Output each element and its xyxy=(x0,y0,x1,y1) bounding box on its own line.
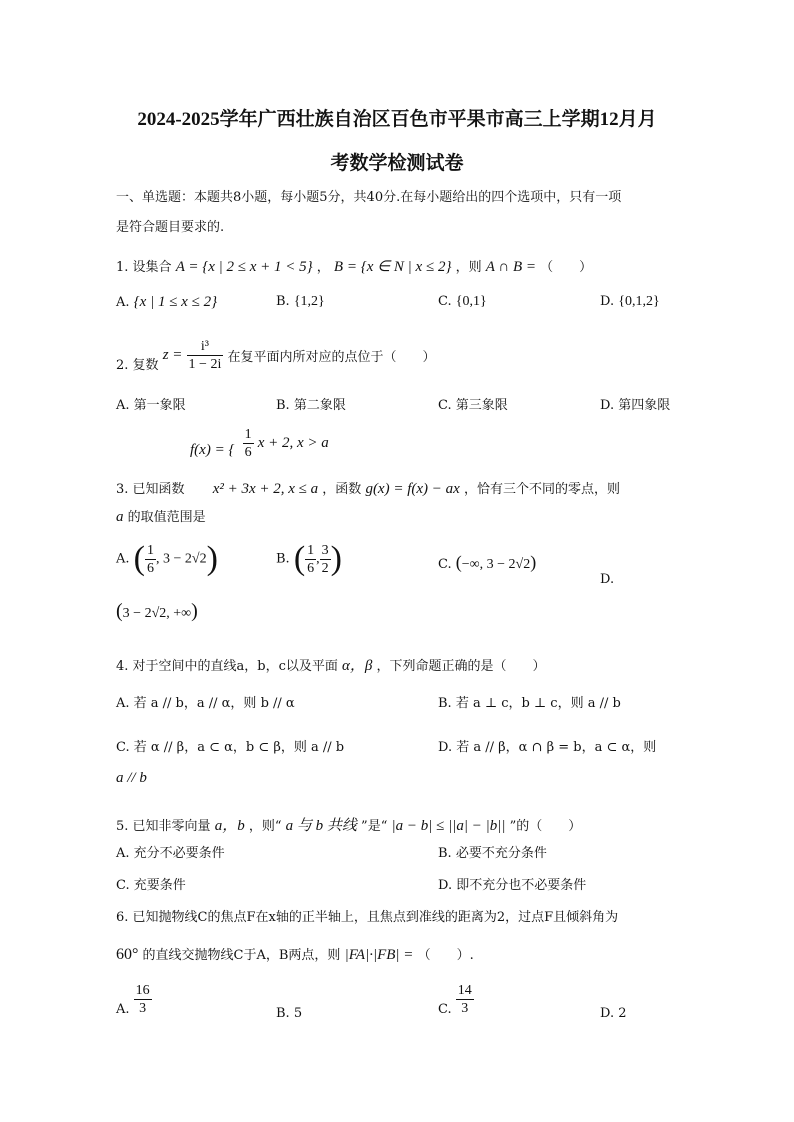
q3-option-d-label: D. xyxy=(600,572,615,587)
q3-option-a-label: A. xyxy=(116,551,130,567)
q3-option-d-value xyxy=(116,600,198,623)
q3-option-c-value: −∞, 3 − 2√2 xyxy=(461,557,531,572)
q3-option-d-lparen: ( xyxy=(116,600,123,622)
q5-option-d: D. 即不充分也不必要条件 xyxy=(438,878,587,893)
q6-option-c-label: C. xyxy=(438,1002,452,1017)
q3-option-b-label: B. xyxy=(276,551,290,567)
q2-fraction xyxy=(187,338,224,373)
section-instructions-line2: 是符合题目要求的. xyxy=(116,220,225,235)
q2-denominator: 1 − 2i xyxy=(188,357,222,372)
q3-option-a xyxy=(116,540,218,578)
q1-mid: ，则 xyxy=(455,260,482,275)
q2-lhs: z = xyxy=(162,347,183,363)
q5-prefix: 5. 已知非零向量 xyxy=(116,819,211,834)
q1-option-a-value: {x | 1 ≤ x ≤ 2} xyxy=(133,294,218,310)
q4-prefix: 4. 对于空间中的直线a，b，c以及平面 xyxy=(116,659,338,674)
q1-set-b: B = {x ∈ N | x ≤ 2} xyxy=(333,259,452,275)
question-2 xyxy=(116,334,436,373)
q3-option-a-frac xyxy=(145,542,156,577)
q1-option-a-label: A. xyxy=(116,295,130,310)
question-5 xyxy=(116,814,581,835)
q5-condition-2: |a − b| ≤ ||a| − |b|| xyxy=(391,818,506,834)
q4-option-c: C. 若 α // β，a ⊂ α，b ⊂ β，则 a // b xyxy=(116,740,345,755)
q1-option-b xyxy=(276,294,325,310)
q5-condition-1: a 与 b 共线 xyxy=(285,818,357,834)
q3-option-a-rest: , 3 − 2√2 xyxy=(156,551,207,567)
q2-option-b xyxy=(276,394,346,413)
exam-title-line1: 2024-2025学年广西壮族自治区百色市平果市高三上学期12月月 xyxy=(137,109,657,130)
q2-option-b-label: B. xyxy=(276,398,290,413)
q2-option-b-value: 第二象限 xyxy=(293,398,346,413)
q6-option-c-den: 3 xyxy=(461,1001,469,1016)
q2-option-d-value: 第四象限 xyxy=(618,398,671,413)
q3-option-b xyxy=(276,540,342,578)
q3-case1-rest: x + 2, x > a xyxy=(257,435,329,451)
q6-expr: |FA|·|FB| = xyxy=(344,947,414,963)
q3-option-b-den1: 6 xyxy=(307,560,315,576)
q2-option-d-label: D. xyxy=(600,398,615,413)
q1-sep: ， xyxy=(316,260,330,275)
q6-angle: 60° xyxy=(116,946,139,963)
q3-cases xyxy=(243,427,329,461)
q3-option-b-lparen: ( xyxy=(293,540,306,577)
q3-piecewise-fn xyxy=(190,427,329,461)
section-instructions-line1: 一、单选题：本题共8小题，每小题5分，共40分.在每小题给出的四个选项中，只有一项 xyxy=(116,190,622,205)
q1-expr: A ∩ B = xyxy=(485,259,537,275)
q6-option-a-den: 3 xyxy=(139,1001,147,1016)
q1-option-b-label: B. xyxy=(276,294,290,309)
q4-suffix: ，下列命题正确的是（ ） xyxy=(376,659,546,674)
q3-option-d-rparen: ) xyxy=(191,600,198,622)
q4-option-d: D. 若 a // β，α ∩ β = b，a ⊂ α，则 xyxy=(438,740,657,755)
q3-case-2: x² + 3x + 2, x ≤ a xyxy=(212,481,319,497)
q4-option-b: B. 若 a ⊥ c，b ⊥ c，则 a // b xyxy=(438,696,621,711)
q1-option-c-label: C. xyxy=(438,294,452,309)
q6-option-a-frac xyxy=(134,982,152,1017)
q5-option-c: C. 充要条件 xyxy=(116,878,186,893)
q5-suffix: ”的（ ） xyxy=(509,819,582,834)
q6-option-b: B. 5 xyxy=(276,1006,303,1021)
question-1 xyxy=(116,256,592,276)
q4-option-d-cont-text: a // b xyxy=(116,770,147,786)
q3-option-a-rparen: ) xyxy=(206,540,218,577)
q3-option-d-text: 3 − 2√2, +∞ xyxy=(122,606,192,621)
q3-case1-num: 1 xyxy=(244,427,252,442)
q5-option-a: A. 充分不必要条件 xyxy=(116,846,225,861)
q3-suffix: ，恰有三个不同的零点，则 xyxy=(463,482,620,497)
q6-option-c-num: 14 xyxy=(457,983,472,998)
q4-option-d-cont xyxy=(116,770,147,787)
q6-option-a xyxy=(116,982,152,1017)
question-4 xyxy=(116,654,546,675)
q3-option-b-comma: , xyxy=(316,551,320,567)
q2-prefix: 2. 复数 xyxy=(116,358,159,373)
q2-option-c-value: 第三象限 xyxy=(455,398,508,413)
q3-option-a-lparen: ( xyxy=(133,540,145,577)
q3-option-c-lparen: ( xyxy=(455,552,462,572)
q2-option-c xyxy=(438,394,508,413)
exam-title-line2: 考数学检测试卷 xyxy=(330,153,464,174)
q6-option-c-frac xyxy=(456,982,474,1017)
q2-option-d xyxy=(600,394,670,413)
q3-option-b-num1: 1 xyxy=(307,542,315,558)
q3-mid: ，函数 xyxy=(322,482,362,497)
q3-line2 xyxy=(116,506,206,526)
q6-option-d: D. 2 xyxy=(600,1006,627,1021)
q6-option-c xyxy=(438,982,474,1017)
q3-option-a-num: 1 xyxy=(147,542,154,558)
q6-line2-text: 的直线交抛物线C于A，B两点，则 xyxy=(142,948,341,963)
q3-case-1 xyxy=(243,426,329,461)
question-6-line2 xyxy=(116,944,474,964)
q3-option-b-den2: 2 xyxy=(321,560,329,576)
q4-planes: α，β xyxy=(342,658,373,674)
q2-option-a-value: 第一象限 xyxy=(133,398,186,413)
q1-option-c-value: {0,1} xyxy=(455,294,487,309)
q3-option-c xyxy=(438,552,536,573)
q1-option-d-value: {0,1,2} xyxy=(618,294,660,309)
q1-blank: （ ） xyxy=(540,260,593,275)
q3-var-a: a xyxy=(116,509,124,525)
q3-option-b-frac2 xyxy=(320,542,331,577)
q2-option-a xyxy=(116,394,186,413)
q1-option-a xyxy=(116,294,217,311)
q2-option-c-label: C. xyxy=(438,398,452,413)
q3-case1-den: 6 xyxy=(244,445,252,460)
q3-option-d xyxy=(600,572,614,587)
q2-numerator: i³ xyxy=(187,338,224,356)
q3-option-b-frac1 xyxy=(305,542,316,577)
q4-option-a: A. 若 a // b，a // α，则 b // α xyxy=(116,696,295,711)
q1-prefix: 1. 设集合 xyxy=(116,260,172,275)
q5-mid: ，则“ xyxy=(248,819,282,834)
q3-option-a-den: 6 xyxy=(147,560,154,576)
q3-g-def: g(x) = f(x) − ax xyxy=(365,481,460,497)
question-6-line1: 6. 已知抛物线C的焦点F在x轴的正半轴上，且焦点到准线的距离为2，过点F且倾斜角为 xyxy=(116,910,619,925)
q2-option-a-label: A. xyxy=(116,398,130,413)
q6-option-a-label: A. xyxy=(116,1002,130,1017)
question-3 xyxy=(116,478,620,498)
q3-f-def: f(x) = { xyxy=(190,442,235,458)
q3-case1-fraction xyxy=(243,426,254,461)
q5-vectors: a，b xyxy=(214,818,245,834)
q1-option-b-value: {1,2} xyxy=(293,294,325,309)
q2-suffix: 在复平面内所对应的点位于（ ） xyxy=(227,350,436,365)
q3-option-c-rparen: ) xyxy=(530,552,537,572)
q3-option-b-rparen: ) xyxy=(330,540,342,577)
q1-option-c xyxy=(438,294,487,310)
q3-line2-text: 的取值范围是 xyxy=(127,510,206,525)
q3-option-c-label: C. xyxy=(438,557,452,572)
q3-prefix: 3. 已知函数 xyxy=(116,482,185,497)
q1-option-d-label: D. xyxy=(600,294,615,309)
q6-blank: （ ）. xyxy=(417,948,474,963)
q1-set-a: A = {x | 2 ≤ x + 1 < 5} xyxy=(175,259,313,275)
q3-option-b-num2: 3 xyxy=(321,542,329,558)
q5-mid2: ”是“ xyxy=(361,819,388,834)
q1-option-d xyxy=(600,294,660,310)
q6-option-a-num: 16 xyxy=(135,983,150,998)
q5-option-b: B. 必要不充分条件 xyxy=(438,846,547,861)
